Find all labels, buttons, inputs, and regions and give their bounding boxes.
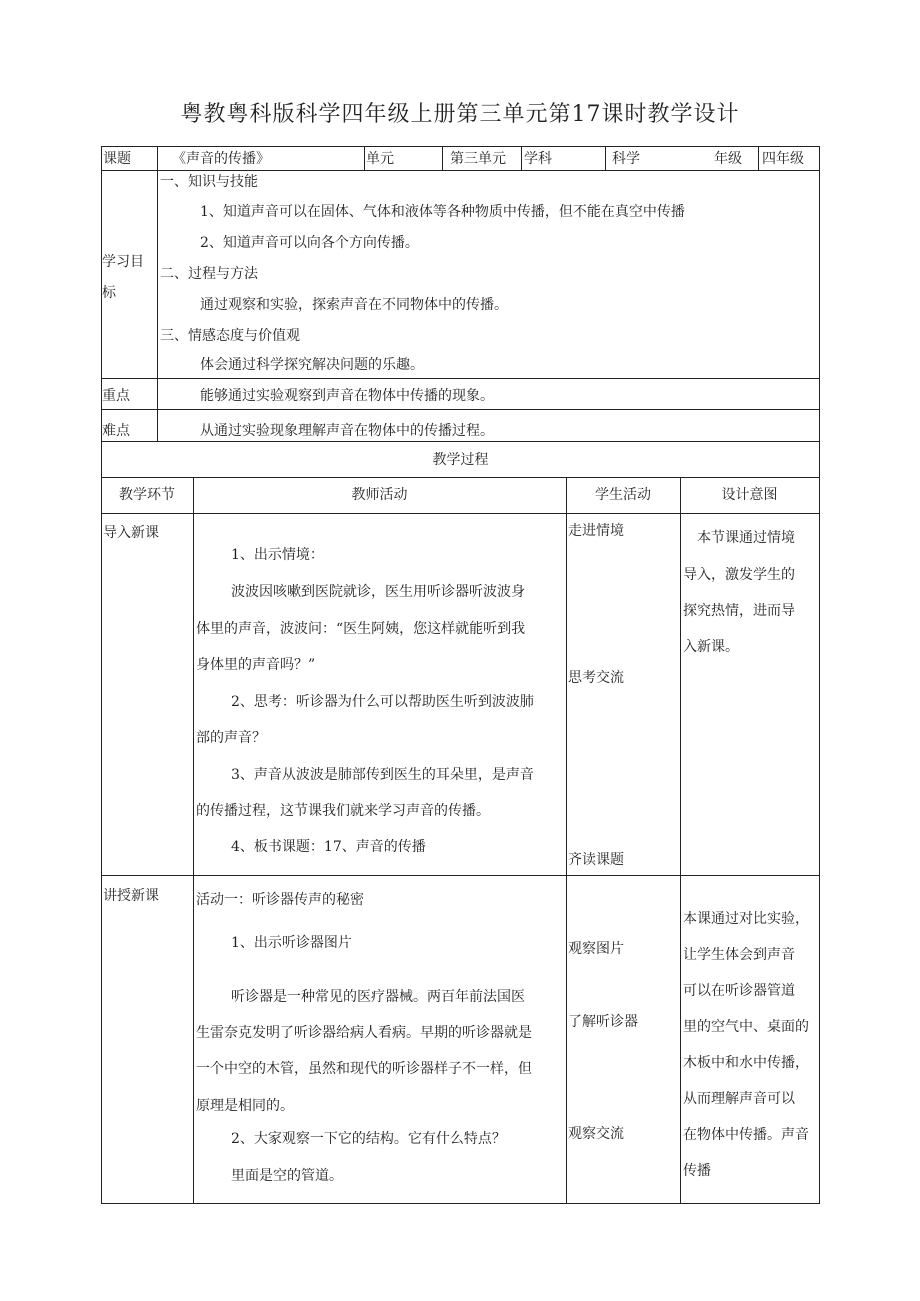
teacher-line: 3、声音从波波是肺部传到医生的耳朵里，是声音 [231, 767, 534, 783]
difficulty-text: 从通过实验现象理解声音在物体中的传播过程。 [200, 423, 494, 439]
course-label: 课题 [103, 151, 131, 167]
rule-top [101, 146, 820, 147]
rule-header-col6 [758, 146, 759, 170]
student-activity: 思考交流 [568, 670, 624, 686]
teacher-line: 2、大家观察一下它的结构。它有什么特点？ [231, 1131, 506, 1147]
intent-line: 里的空气中、桌面的 [683, 1019, 809, 1035]
rule-keypoint-bottom [101, 409, 820, 410]
objective-heading-knowledge: 一、知识与技能 [160, 174, 258, 190]
column-header-stage: 教学环节 [119, 487, 175, 503]
key-point-label: 重点 [102, 388, 130, 404]
rule-process-title-bottom [101, 477, 820, 478]
process-title: 教学过程 [432, 452, 489, 468]
teacher-line: 身体里的声音吗？” [196, 657, 316, 673]
subject-value: 科学 [612, 151, 640, 167]
intent-line: 木板中和水中传播， [683, 1055, 809, 1071]
intent-line: 可以在听诊器管道 [683, 983, 795, 999]
teacher-line: 1、出示听诊器图片 [231, 935, 352, 951]
stage-new-lesson: 讲授新课 [103, 888, 159, 904]
student-activity: 齐读课题 [568, 852, 624, 868]
teacher-line: 体里的声音，波波问：“医生阿姨，您这样就能听到我 [196, 621, 526, 637]
rule-header-bottom [101, 170, 820, 171]
teacher-line: 的传播过程，这节课我们就来学习声音的传播。 [196, 803, 490, 819]
intent-line: 传播 [683, 1163, 711, 1179]
column-header-intent: 设计意图 [721, 487, 778, 503]
rule-header-col3 [442, 146, 443, 170]
rule-header-col4 [521, 146, 522, 170]
teacher-line: 2、思考：听诊器为什么可以帮助医生听到波波肺 [231, 694, 534, 710]
rule-bottom [101, 1203, 820, 1204]
intent-line: 在物体中传播。声音 [683, 1127, 809, 1143]
student-activity: 观察图片 [568, 941, 624, 957]
objectives-label-line1: 学习目 [102, 254, 144, 270]
teacher-line: 里面是空的管道。 [231, 1168, 343, 1184]
column-header-teacher: 教师活动 [351, 487, 408, 503]
objectives-label-line2: 标 [102, 285, 116, 301]
rule-header-col1 [157, 146, 158, 441]
intent-line: 本课通过对比实验， [683, 911, 809, 927]
subject-label: 学科 [524, 151, 552, 167]
rule-colheader-bottom [101, 513, 820, 514]
teacher-line: 部的声音？ [196, 730, 266, 746]
teacher-line: 1、出示情境： [231, 547, 324, 563]
student-activity: 观察交流 [568, 1126, 624, 1142]
teacher-line: 一个中空的木管，虽然和现代的听诊器样子不一样，但 [196, 1061, 532, 1077]
rule-right [819, 146, 820, 1204]
grade-value: 四年级 [762, 151, 804, 167]
course-value: 《声音的传播》 [172, 151, 270, 167]
key-point-text: 能够通过实验观察到声音在物体中传播的现象。 [200, 388, 494, 404]
rule-process-col1 [193, 477, 194, 1204]
objective-heading-attitude: 三、情感态度与价值观 [160, 328, 300, 344]
intent-line: 探究热情，进而导 [683, 603, 795, 619]
student-activity: 了解听诊器 [568, 1014, 638, 1030]
intent-line: 让学生体会到声音 [683, 947, 795, 963]
intent-line: 从而理解声音可以 [683, 1091, 795, 1107]
rule-header-col2 [364, 146, 365, 170]
grade-label: 年级 [714, 151, 742, 167]
teacher-line: 生雷奈克发明了听诊器给病人看病。早期的听诊器就是 [196, 1025, 532, 1041]
intent-line: 导入，激发学生的 [683, 567, 795, 583]
unit-value: 第三单元 [450, 151, 506, 167]
rule-left [101, 146, 102, 1204]
document-title: 粤教粤科版科学四年级上册第三单元第17课时教学设计 [180, 102, 740, 127]
rule-difficulty-bottom [101, 441, 820, 442]
rule-intro-bottom [101, 875, 820, 876]
rule-process-col3 [680, 477, 681, 1204]
objective-line: 2、知道声音可以向各个方向传播。 [200, 235, 419, 251]
objective-line: 通过观察和实验，探索声音在不同物体中的传播。 [200, 297, 508, 313]
objective-line: 1、知道声音可以在固体、气体和液体等各种物质中传播，但不能在真空中传播 [200, 204, 685, 220]
objective-line: 体会通过科学探究解决问题的乐趣。 [200, 357, 424, 373]
teacher-line: 活动一：听诊器传声的秘密 [196, 892, 364, 908]
rule-objectives-bottom [101, 378, 820, 379]
unit-label: 单元 [366, 151, 394, 167]
teacher-line: 4、板书课题：17、声音的传播 [231, 839, 426, 855]
teacher-line: 原理是相同的。 [196, 1098, 294, 1114]
rule-header-col5 [605, 146, 606, 170]
difficulty-label: 难点 [102, 423, 130, 439]
teacher-line: 听诊器是一种常见的医疗器械。两百年前法国医 [231, 989, 525, 1005]
stage-intro: 导入新课 [103, 525, 159, 541]
column-header-student: 学生活动 [595, 487, 651, 503]
teacher-line: 波波因咳嗽到医院就诊，医生用听诊器听波波身 [231, 584, 525, 600]
rule-process-col2 [566, 477, 567, 1204]
student-activity: 走进情境 [568, 523, 624, 539]
intent-line: 本节课通过情境 [697, 530, 795, 546]
intent-line: 入新课。 [683, 639, 739, 655]
objective-heading-process: 二、过程与方法 [160, 266, 258, 282]
